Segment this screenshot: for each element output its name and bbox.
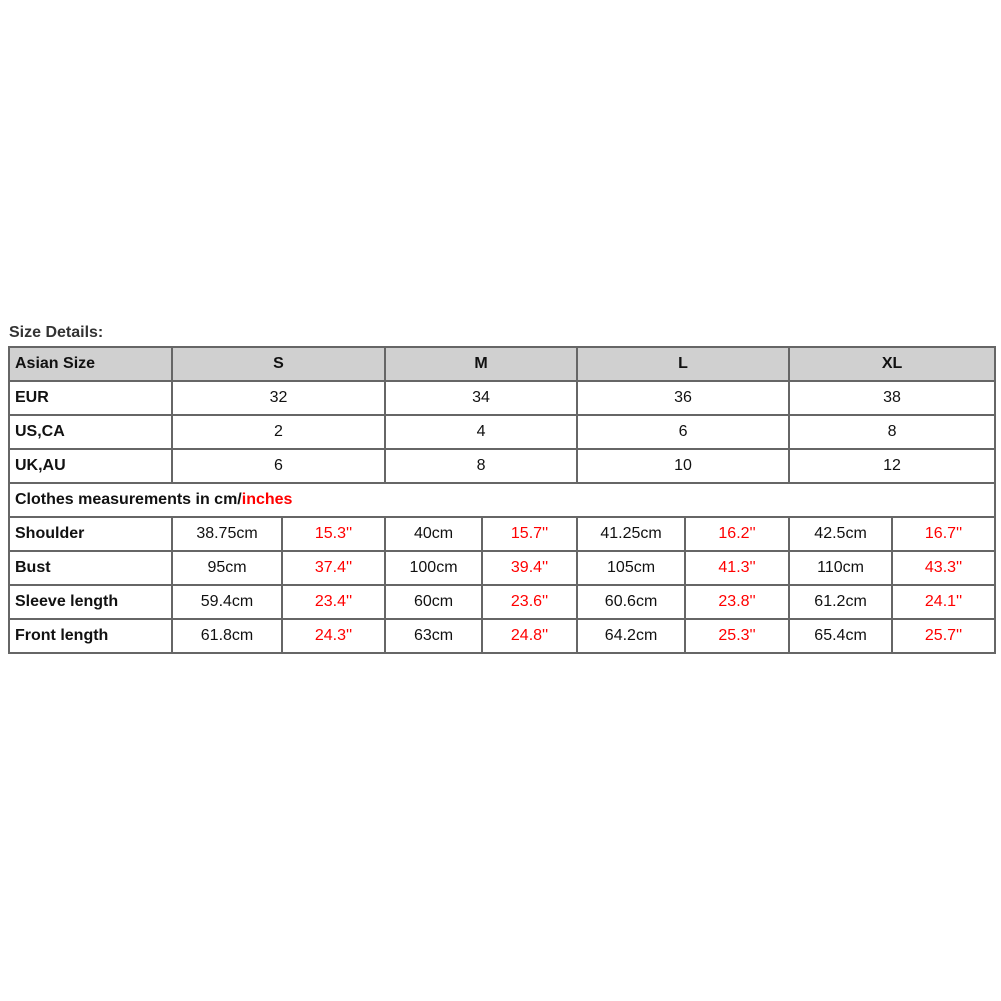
cm-cell: 59.4cm — [172, 585, 282, 619]
cm-cell: 60.6cm — [577, 585, 685, 619]
inches-cell: 39.4'' — [482, 551, 577, 585]
size-header-m: M — [385, 347, 577, 381]
inches-cell: 24.8'' — [482, 619, 577, 653]
conversion-row-eur — [9, 381, 995, 415]
section-row — [9, 483, 995, 517]
measurement-row-bust — [9, 551, 995, 585]
measurement-row-shoulder — [9, 517, 995, 551]
row-label: Bust — [9, 551, 172, 585]
cm-cell: 64.2cm — [577, 619, 685, 653]
table-cell: 2 — [172, 415, 385, 449]
cm-cell: 65.4cm — [789, 619, 892, 653]
cm-cell: 61.8cm — [172, 619, 282, 653]
section-heading — [9, 483, 995, 517]
inches-cell: 41.3'' — [685, 551, 789, 585]
cm-cell: 38.75cm — [172, 517, 282, 551]
inches-cell: 37.4'' — [282, 551, 385, 585]
inches-cell: 24.3'' — [282, 619, 385, 653]
row-label: Front length — [9, 619, 172, 653]
table-cell: 34 — [385, 381, 577, 415]
measurement-row-front-length — [9, 619, 995, 653]
row-label: UK,AU — [9, 449, 172, 483]
size-header-xl: XL — [789, 347, 995, 381]
inches-cell: 24.1'' — [892, 585, 995, 619]
table-cell: 38 — [789, 381, 995, 415]
section-label-inches: inches — [241, 491, 293, 508]
section-label-cm: Clothes measurements in cm/ — [15, 491, 242, 508]
size-chart-table — [8, 346, 996, 654]
cm-cell: 100cm — [385, 551, 482, 585]
row-label: Sleeve length — [9, 585, 172, 619]
conversion-row-uk-au — [9, 449, 995, 483]
cm-cell: 42.5cm — [789, 517, 892, 551]
inches-cell: 23.4'' — [282, 585, 385, 619]
cm-cell: 110cm — [789, 551, 892, 585]
table-cell: 32 — [172, 381, 385, 415]
inches-cell: 23.6'' — [482, 585, 577, 619]
inches-cell: 15.3'' — [282, 517, 385, 551]
inches-cell: 15.7'' — [482, 517, 577, 551]
row-label: US,CA — [9, 415, 172, 449]
row-label: Shoulder — [9, 517, 172, 551]
inches-cell: 23.8'' — [685, 585, 789, 619]
header-row — [9, 347, 995, 381]
inches-cell: 25.7'' — [892, 619, 995, 653]
size-header-s: S — [172, 347, 385, 381]
inches-cell: 25.3'' — [685, 619, 789, 653]
table-cell: 12 — [789, 449, 995, 483]
table-cell: 36 — [577, 381, 789, 415]
table-cell: 4 — [385, 415, 577, 449]
cm-cell: 105cm — [577, 551, 685, 585]
table-cell: 6 — [577, 415, 789, 449]
row-label: EUR — [9, 381, 172, 415]
size-header-l: L — [577, 347, 789, 381]
inches-cell: 16.7'' — [892, 517, 995, 551]
table-cell: 8 — [789, 415, 995, 449]
cm-cell: 63cm — [385, 619, 482, 653]
inches-cell: 16.2'' — [685, 517, 789, 551]
page-title: Size Details: — [9, 324, 104, 341]
inches-cell: 43.3'' — [892, 551, 995, 585]
conversion-row-us-ca — [9, 415, 995, 449]
table-cell: 8 — [385, 449, 577, 483]
table-cell: 10 — [577, 449, 789, 483]
cm-cell: 61.2cm — [789, 585, 892, 619]
measurement-row-sleeve-length — [9, 585, 995, 619]
cm-cell: 95cm — [172, 551, 282, 585]
cm-cell: 60cm — [385, 585, 482, 619]
table-cell: 6 — [172, 449, 385, 483]
header-label: Asian Size — [9, 347, 172, 381]
cm-cell: 40cm — [385, 517, 482, 551]
cm-cell: 41.25cm — [577, 517, 685, 551]
